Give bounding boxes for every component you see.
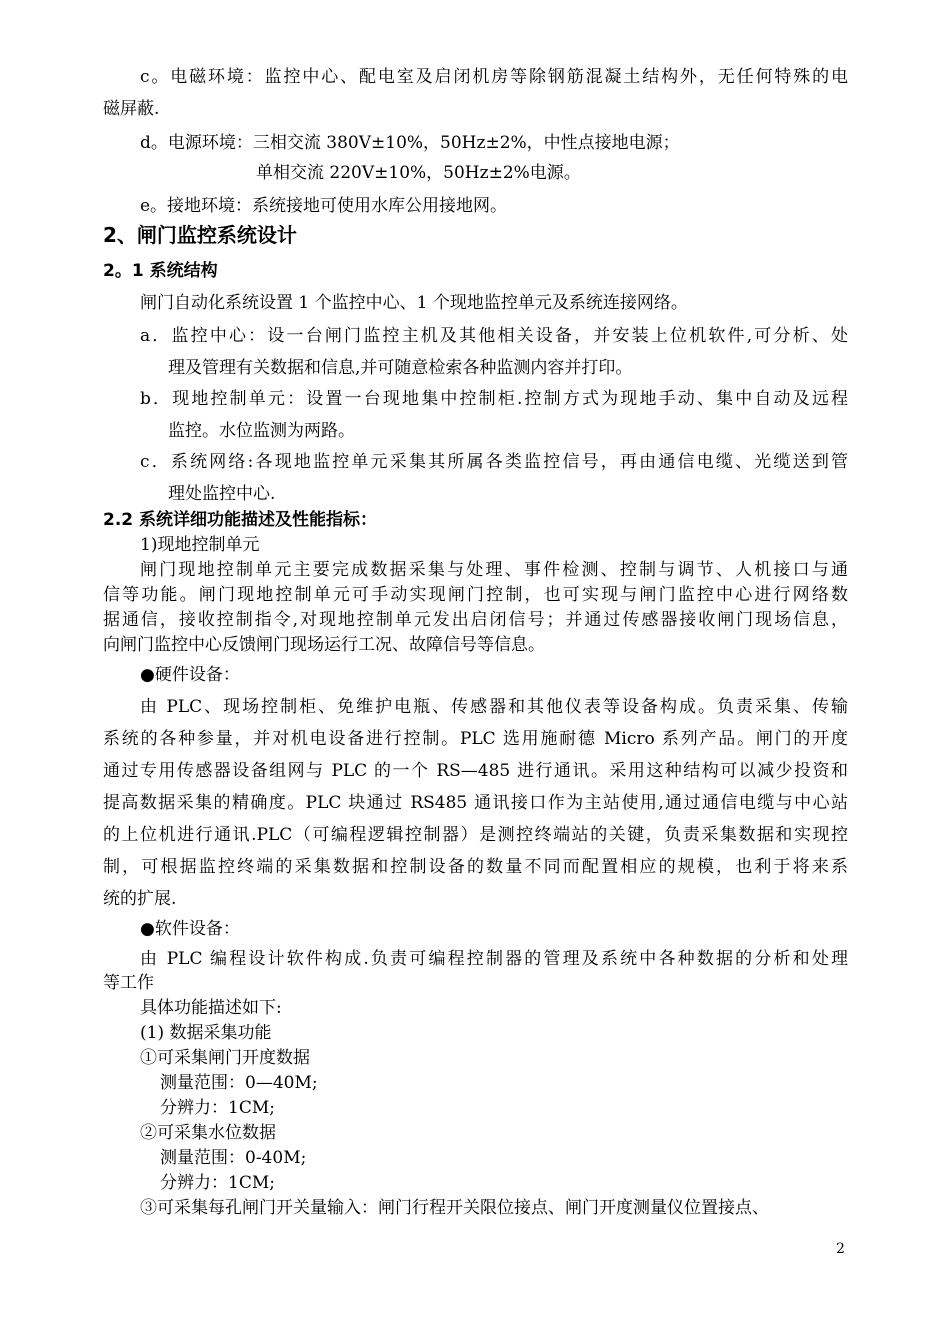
env-d-line1: d。电源环境：三相交流 380V±10%，50Hz±2%，中性点接地电源；	[140, 133, 680, 153]
hw-para-line5: 的上位机进行通讯.PLC（可编程逻辑控制器）是测控终端站的关键，负责采集数据和实现控	[103, 825, 848, 845]
env-c-line1: c。电磁环境：监控中心、配电室及启闭机房等除钢筋混凝土结构外，无任何特殊的电	[140, 67, 848, 87]
function-intro: 具体功能描述如下:	[140, 998, 282, 1018]
section-2-1-heading: 2。1 系统结构	[103, 261, 218, 281]
item-c-line1: c．系统网络:各现地监控单元采集其所属各类监控信号，再由通信电缆、光缆送到管	[140, 452, 848, 472]
section-2-2-heading: 2.2 系统详细功能描述及性能指标：	[103, 510, 378, 530]
para1-line3: 据通信，接收控制指令,对现地控制单元发出启闭信号；并通过传感器接收闸门现场信息，	[103, 610, 848, 630]
env-e-line: e。接地环境：系统接地可使用水库公用接地网。	[140, 196, 508, 216]
para1-line4: 向闸门监控中心反馈闸门现场运行工况、故障信号等信息。	[103, 635, 545, 655]
sw-para-line2: 等工作	[103, 973, 154, 993]
hw-para-line7: 统的扩展.	[103, 889, 177, 909]
para1-line1: 闸门现地控制单元主要完成数据采集与处理、事件检测、控制与调节、人机接口与通	[140, 560, 848, 580]
hw-para-line1: 由 PLC、现场控制柜、免维护电瓶、传感器和其他仪表等设备构成。负责采集、传输	[140, 697, 848, 717]
sw-para-line1: 由 PLC 编程设计软件构成.负责可编程控制器的管理及系统中各种数据的分析和处理	[140, 949, 848, 969]
item1-range: 测量范围：0—40M;	[160, 1073, 318, 1093]
section-2-heading: 2、闸门监控系统设计	[103, 223, 297, 247]
para1-line2: 信等功能。闸门现地控制单元可手动实现闸门控制，也可实现与闸门监控中心进行网络数	[103, 585, 848, 605]
env-d-line2: 单相交流 220V±10%，50Hz±2%电源。	[256, 163, 581, 183]
item1-resolution: 分辨力：1CM;	[160, 1098, 275, 1118]
item2-resolution: 分辨力：1CM;	[160, 1173, 275, 1193]
page-number: 2	[836, 1241, 845, 1257]
item2-range: 测量范围：0-40M;	[160, 1148, 307, 1168]
item-a-line1: a．监控中心：设一台闸门监控主机及其他相关设备，并安装上位机软件,可分析、处	[140, 326, 848, 346]
hw-para-line3: 通过专用传感器设备组网与 PLC 的一个 RS—485 进行通讯。采用这种结构可以减少投资和	[103, 761, 848, 781]
section-2-1-intro: 闸门自动化系统设置 1 个监控中心、1 个现地监控单元及系统连接网络。	[140, 293, 688, 313]
hw-para-line4: 提高数据采集的精确度。PLC 块通过 RS485 通讯接口作为主站使用,通过通信电缆与中心站	[103, 793, 848, 813]
function-data-acquisition: (1) 数据采集功能	[140, 1023, 272, 1043]
item1-title: ①可采集闸门开度数据	[140, 1048, 310, 1068]
item-b-line1: b．现地控制单元：设置一台现地集中控制柜.控制方式为现地手动、集中自动及远程	[140, 389, 848, 409]
item-a-line2: 理及管理有关数据和信息,并可随意检索各种监测内容并打印。	[168, 358, 633, 378]
item-b-line2: 监控。水位监测为两路。	[168, 421, 355, 441]
item3-title: ③可采集每孔闸门开关量输入：闸门行程开关限位接点、闸门开度测量仪位置接点、	[140, 1198, 769, 1218]
item-c-line2: 理处监控中心.	[168, 484, 276, 504]
hardware-title: ●硬件设备：	[140, 665, 240, 685]
hw-para-line6: 制，可根据监控终端的采集数据和控制设备的数量不同而配置相应的规模，也利于将来系	[103, 857, 848, 877]
item2-title: ②可采集水位数据	[140, 1123, 276, 1143]
software-title: ●软件设备：	[140, 919, 240, 939]
subsection-local-control-unit: 1)现地控制单元	[140, 535, 260, 555]
hw-para-line2: 系统的各种参量，并对机电设备进行控制。PLC 选用施耐德 Micro 系列产品。闸门的开度	[103, 729, 848, 749]
env-c-line2: 磁屏蔽.	[103, 99, 160, 119]
